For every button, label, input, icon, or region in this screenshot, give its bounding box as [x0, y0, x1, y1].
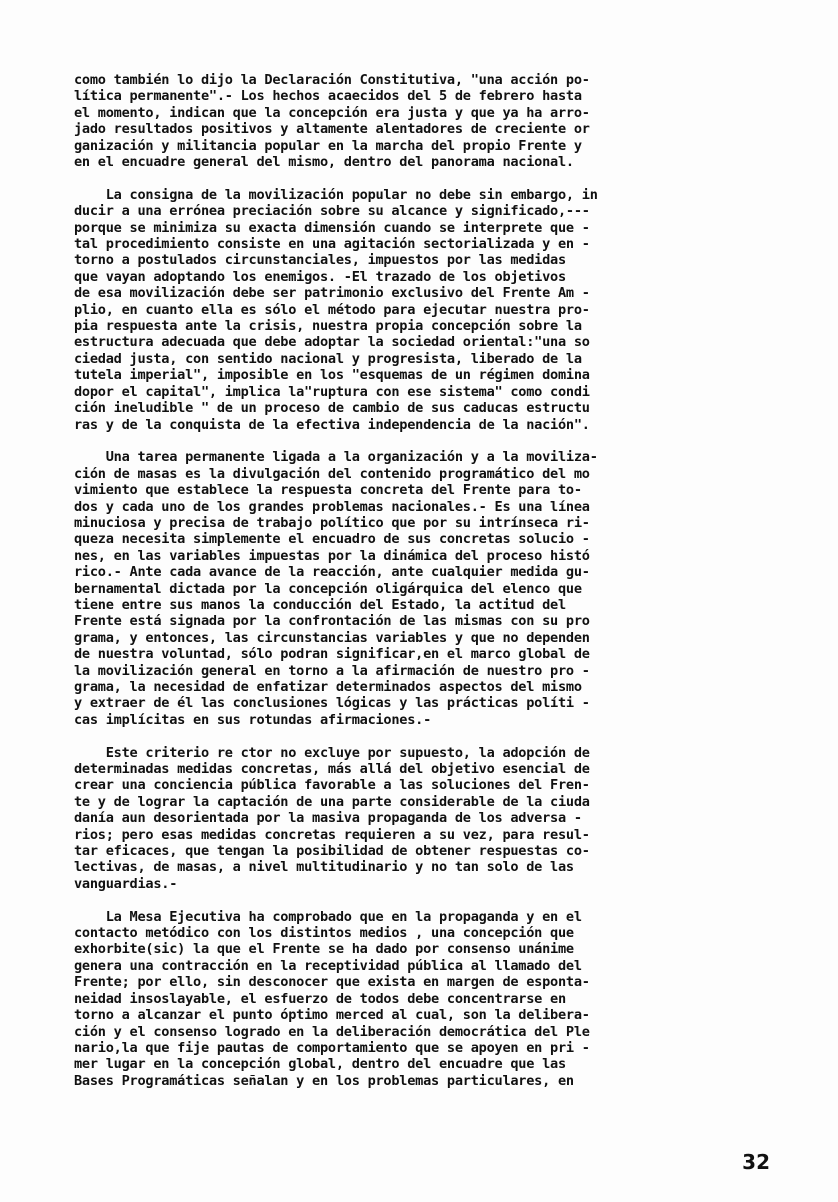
text-line: vimiento que establece la respuesta concreta del Frente para to-: [74, 482, 582, 499]
text-line: dopor el capital", implica la"ruptura con ese sistema" como condi: [74, 383, 590, 400]
text-line: crear una conciencia pública favorable a las soluciones del Fren-: [74, 777, 590, 794]
text-line: bernamental dictada por la concepción oligárquica del elenco que: [74, 580, 582, 597]
text-line: ción y el consenso logrado en la deliberación democrática del Ple: [74, 1023, 590, 1040]
text-line: lítica permanente".- Los hechos acaecidos del 5 de febrero hasta: [74, 88, 582, 105]
text-line: nes, en las variables impuestas por la dinámica del proceso histó: [74, 547, 590, 564]
text-line: ción ineludible " de un proceso de cambio de sus caducas estructu: [74, 400, 590, 417]
paragraph-5: [74, 909, 710, 1089]
text-line: cas implícitas en sus rotundas afirmaciones.-: [74, 711, 432, 728]
text-line: queza necesita simplemente el encuadro de sus concretas solucio -: [74, 531, 590, 548]
text-line: dos y cada uno de los grandes problemas nacionales.- Es una línea: [74, 498, 590, 515]
text-line: Bases Programáticas señalan y en los problemas particulares, en: [74, 1072, 574, 1089]
text-line: torno a alcanzar el punto óptimo merced al cual, son la delibera-: [74, 1007, 590, 1024]
text-line: Frente; por ello, sin desconocer que exista en margen de esponta-: [74, 974, 590, 991]
text-line: tiene entre sus manos la conducción del Estado, la actitud del: [74, 596, 566, 613]
text-line: mer lugar en la concepción global, dentro del encuadre que las: [74, 1056, 566, 1073]
text-line: ras y de la conquista de la efectiva independencia de la nación".: [74, 416, 590, 433]
paragraph-1: [74, 72, 710, 170]
text-line: grama, la necesidad de enfatizar determinados aspectos del mismo: [74, 679, 582, 695]
text-line: danía aun desorientada por la masiva propaganda de los adversa -: [74, 810, 582, 827]
body-text: [74, 72, 710, 1106]
text-line: ción de masas es la divulgación del contenido programático del mo: [74, 465, 590, 482]
text-line: neidad insoslayable, el esfuerzo de todos debe concentrarse en: [74, 990, 566, 1007]
text-line: y extraer de él las conclusiones lógicas y las prácticas políti -: [74, 695, 590, 712]
text-line: en el encuadre general del mismo, dentro del panorama nacional.: [74, 154, 574, 171]
text-line: tutela imperial", imposible en los "esquemas de un régimen domina: [74, 367, 590, 384]
text-line: Este criterio re ctor no excluye por supuesto, la adopción de: [74, 744, 590, 761]
text-line: plio, en cuanto ella es sólo el método para ejecutar nuestra pro-: [74, 301, 590, 318]
text-line: tar eficaces, que tengan la posibilidad de obtener respuestas co-: [74, 843, 590, 860]
paragraph-3: [74, 449, 710, 728]
text-line: estructura adecuada que debe adoptar la sociedad oriental:"una so: [74, 334, 590, 351]
text-line: el momento, indican que la concepción era justa y que ya ha arro-: [74, 104, 590, 121]
text-line: Frente está signada por la confrontación de las mismas con su pro: [74, 613, 590, 630]
paragraph-4: [74, 745, 710, 893]
text-line: rios; pero esas medidas concretas requieren a su vez, para resul-: [74, 826, 590, 843]
text-line: nario,la que fije pautas de comportamiento que se apoyen en pri -: [74, 1039, 590, 1056]
text-line: genera una contracción en la receptividad pública al llamado del: [74, 957, 582, 974]
text-line: pia respuesta ante la crisis, nuestra propia concepción sobre la: [74, 318, 582, 335]
text-line: lectivas, de masas, a nivel multitudinario y no tan solo de las: [74, 859, 574, 876]
paragraph-2: [74, 187, 710, 433]
text-line: ducir a una errónea preciación sobre su alcance y significado,---: [74, 203, 590, 220]
text-line: La Mesa Ejecutiva ha comprobado que en la propaganda y en el: [74, 908, 582, 925]
text-line: ciedad justa, con sentido nacional y progresista, liberado de la: [74, 350, 582, 367]
text-line: minuciosa y precisa de trabajo político que por su intrínseca ri-: [74, 514, 590, 531]
text-line: la movilización general en torno a la afirmación de nuestro pro -: [74, 662, 590, 679]
text-line: te y de lograr la captación de una parte considerable de la ciuda: [74, 793, 590, 810]
text-line: porque se minimiza su exacta dimensión cuando se interprete que -: [74, 219, 590, 236]
text-line: como también lo dijo la Declaración Constitutiva, "una acción po-: [74, 72, 590, 88]
text-line: La consigna de la movilización popular no debe sin embargo, in: [74, 186, 598, 203]
text-line: torno a postulados circunstanciales, impuestos por las medidas: [74, 252, 566, 269]
text-line: grama, y entonces, las circunstancias variables y que no dependen: [74, 629, 590, 646]
page-number: 32: [742, 1150, 770, 1174]
text-line: que vayan adoptando los enemigos. -El trazado de los objetivos: [74, 268, 566, 285]
text-line: de esa movilización debe ser patrimonio exclusivo del Frente Am -: [74, 285, 590, 302]
text-line: Una tarea permanente ligada a la organización y a la moviliza-: [74, 449, 598, 466]
text-line: de nuestra voluntad, sólo podran significar,en el marco global de: [74, 646, 590, 663]
text-line: jado resultados positivos y altamente alentadores de creciente or: [74, 121, 590, 138]
text-line: ganización y militancia popular en la marcha del propio Frente y: [74, 137, 582, 154]
text-line: rico.- Ante cada avance de la reacción, ante cualquier medida gu-: [74, 564, 590, 581]
text-line: contacto metódico con los distintos medios , una concepción que: [74, 925, 574, 942]
text-line: tal procedimiento consiste en una agitación sectorializada y en -: [74, 236, 590, 253]
text-line: exhorbite(sic) la que el Frente se ha dado por consenso unánime: [74, 941, 574, 958]
text-line: determinadas medidas concretas, más allá del objetivo esencial de: [74, 761, 590, 778]
text-line: vanguardias.-: [74, 875, 178, 892]
